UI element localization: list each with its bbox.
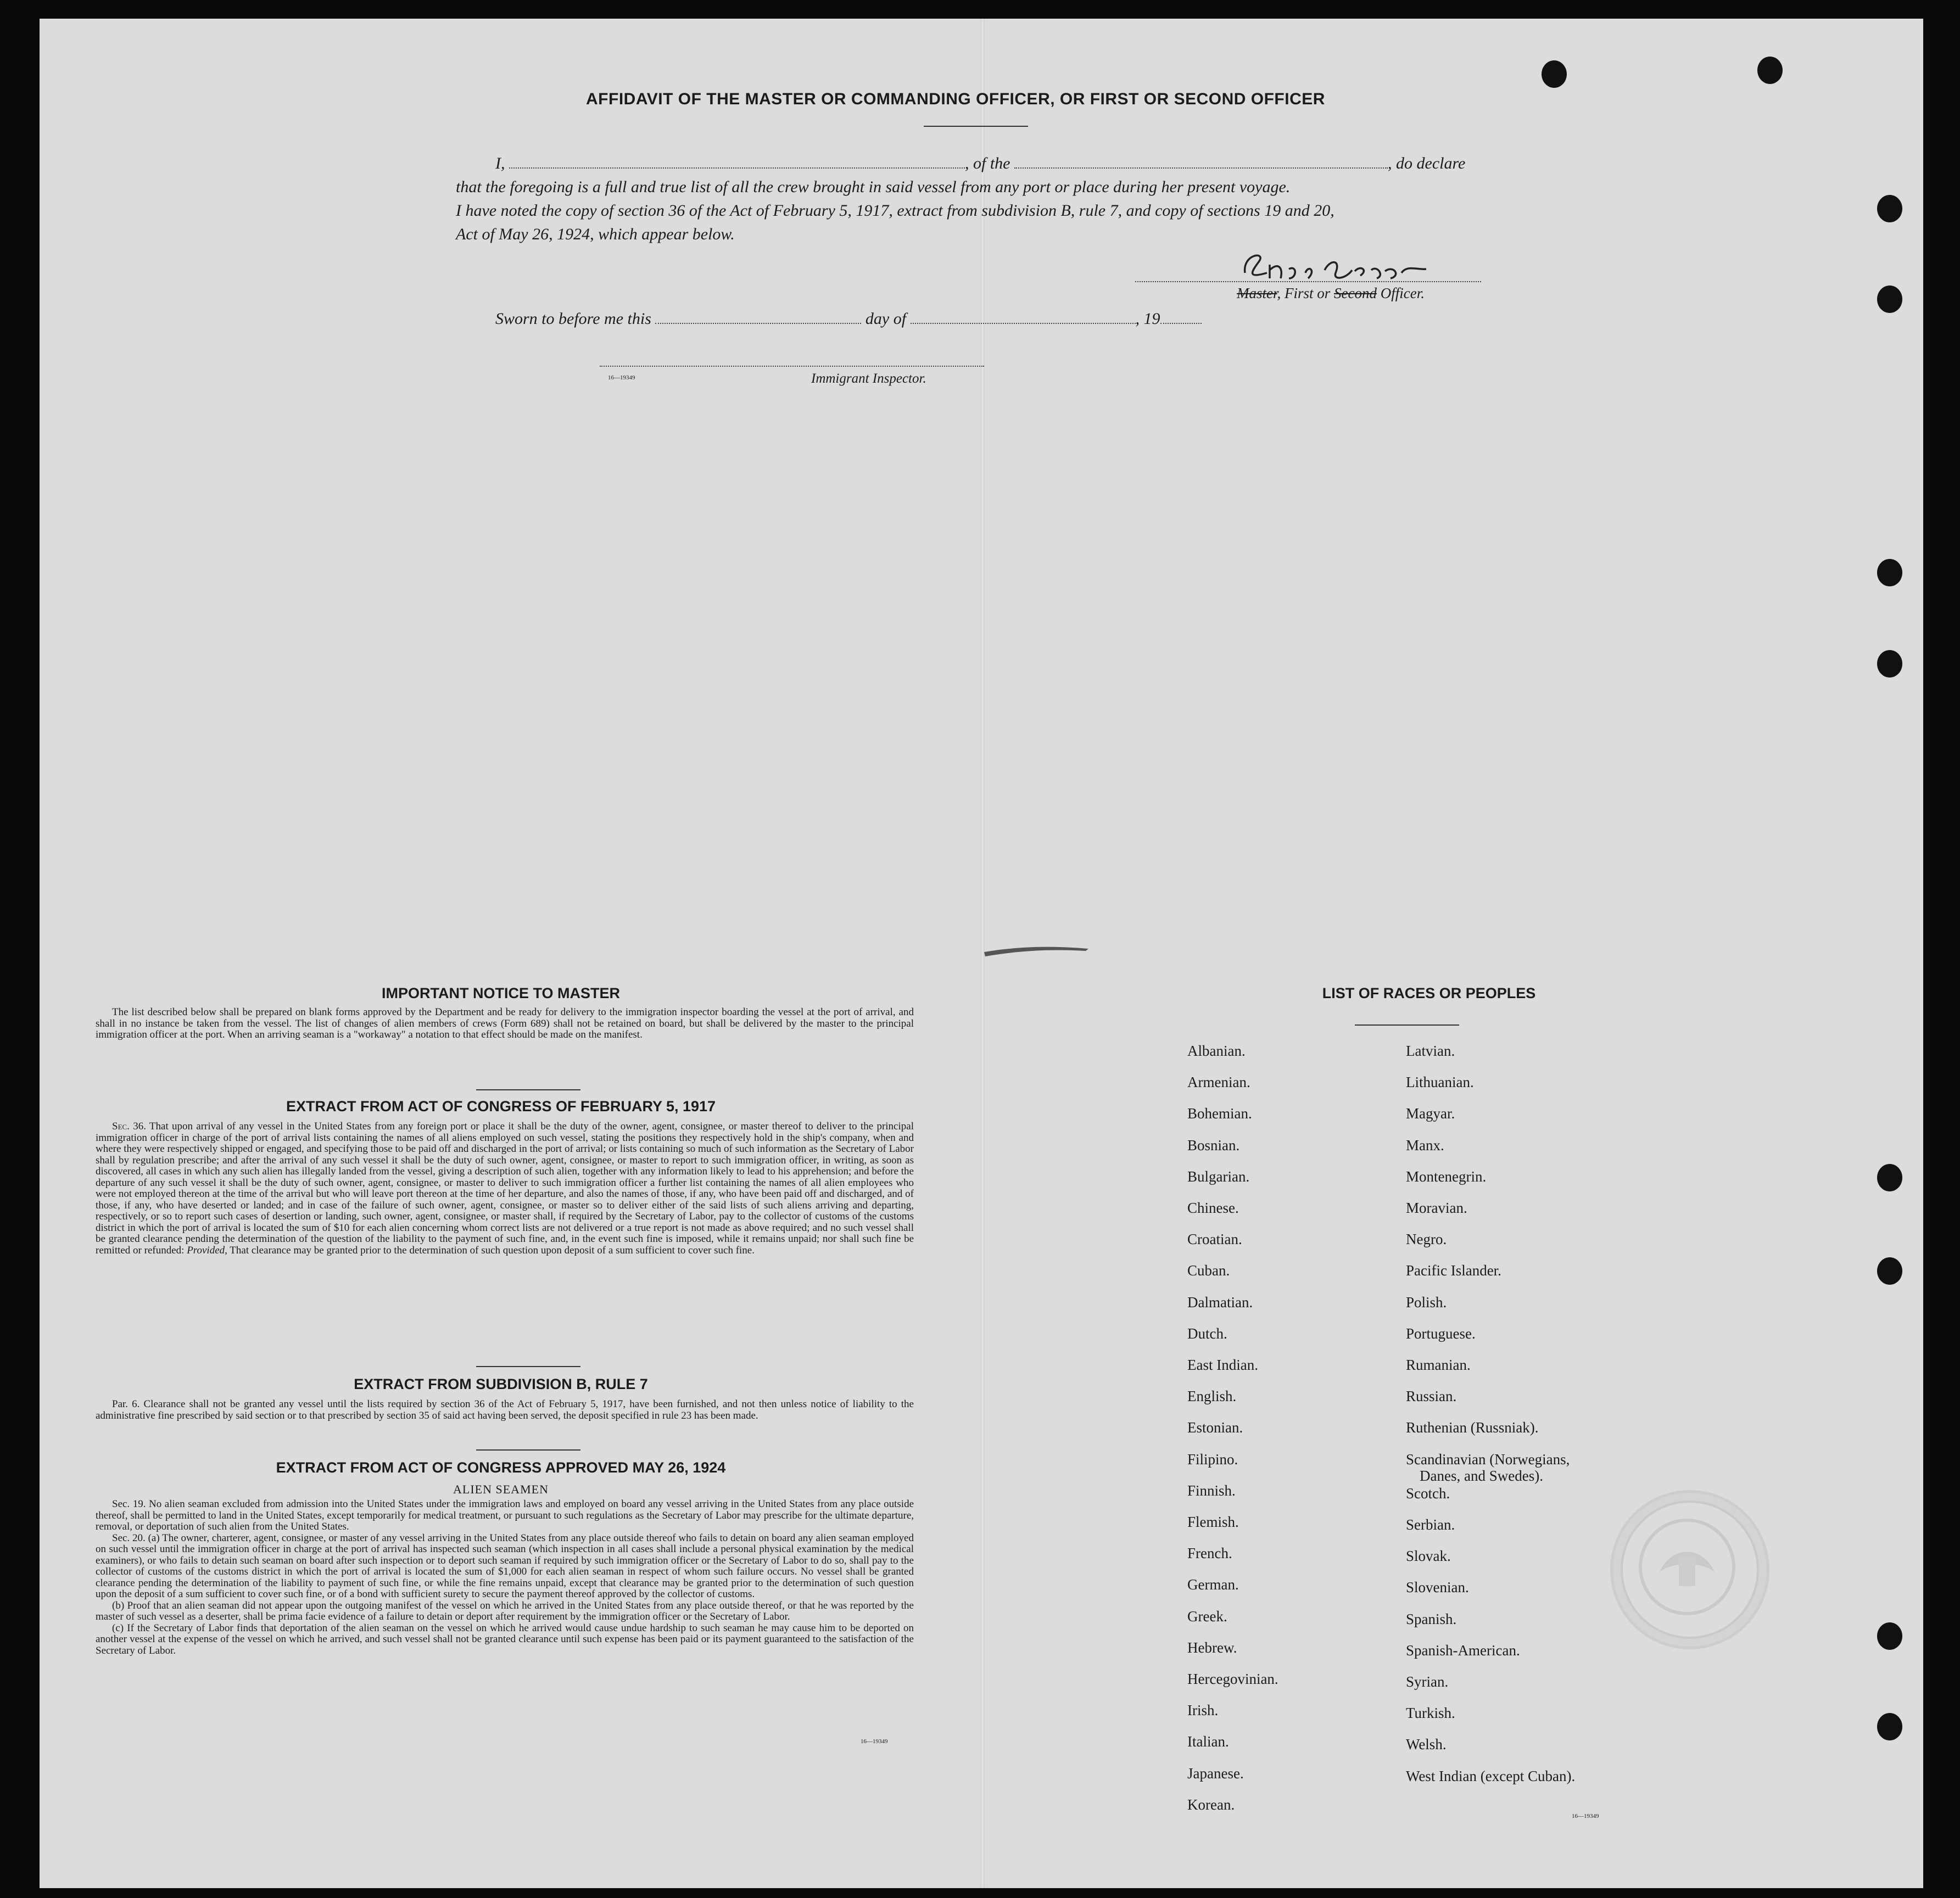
- race-item: Russian.: [1406, 1388, 1457, 1405]
- race-item: Welsh.: [1406, 1736, 1447, 1753]
- race-item: French.: [1187, 1545, 1232, 1562]
- binder-hole: [1877, 650, 1902, 678]
- vessel-blank[interactable]: [1014, 155, 1388, 169]
- alien-seamen-subtitle: ALIEN SEAMEN: [453, 1482, 549, 1496]
- binder-hole: [1877, 1257, 1902, 1285]
- rule7-title: EXTRACT FROM SUBDIVISION B, RULE 7: [354, 1376, 648, 1392]
- ink-smudge: [984, 940, 1094, 962]
- races-form-number: 16—19349: [1572, 1813, 1599, 1819]
- race-item: Scotch.: [1406, 1485, 1450, 1502]
- year-blank[interactable]: [1160, 311, 1202, 324]
- race-item: Filipino.: [1187, 1451, 1238, 1468]
- affidavit-line-4: Act of May 26, 1924, which appear below.: [456, 225, 735, 243]
- notice-paragraph: The list described below shall be prepared on blank forms approved by the Department and be ready for delivery to the immigration inspector boarding the vessel at the port of arrival, and shall in no instance be taken from the vessel. The list of changes of alien members of crews (Form 689) shall not be retained on board, but shall be delivered by the master to the principal immigration officer at the port. When an arriving seaman is a "workaway" a notation to that effect should be made on the manifest.: [96, 1006, 914, 1040]
- sec-20a-paragraph: Sec. 20. (a) The owner, charterer, agent, consignee, or master of any vessel arriving in the United States from any place outside thereof who fails to detain on board any alien seaman employed on such vessel until the immigration officer in charge at the port of arrival has inspected such seaman (which inspection in all cases shall include a personal physical examination by the medical examiners), or who fails to detain such seaman on board after such inspection or to deport such seaman if required by such immigration officer or the Secretary of Labor to do so, shall pay to the collector of customs of the customs district in which the port of arrival is located the sum of $1,000 for each alien seaman in respect of whom such failure occurs. No vessel shall be granted clearance pending the determination of the liability to payment of such fine, or while the fine remains unpaid, except that clearance may be granted prior to the determination of such question upon the deposit of a sum sufficient to cover such fine, or of a bond with sufficient surety to secure the payment thereof approved by the collector of customs.: [96, 1532, 914, 1600]
- race-item: Hercegovinian.: [1187, 1671, 1278, 1687]
- race-item: Estonian.: [1187, 1419, 1243, 1436]
- binder-hole: [1877, 1622, 1902, 1650]
- race-item: Manx.: [1406, 1136, 1444, 1154]
- document-page: ⠀ AFFIDAVIT OF THE MASTER OR COMMANDING OFFICER, OR FIRST OR SECOND OFFICER I, , of the , do declare that the foregoing is a full and true list of all the crew brought in said vessel from any port or place during her present voyage. I have noted the copy of section 36 of the Act of February 5, 1917, extract from subdivision B, rule 7, and copy of sections 19 and 20, Act of May 26, 1924, which appear below. Master, First or Second Officer. Sworn to before me this day of , 19 16—19349 Immigrant Inspector. IMPORTANT NOTICE TO MASTER The list described below shall be prepared on blank forms approved by the Department and be ready for delivery to the immigration inspector boarding the vessel at the port of arrival, and shall in no instance be taken from the vessel. The list of changes of alien members of crews (Form 689) shall not be retained on board, but shall be delivered by the master to the principal immigration officer at the port. When an arriving seaman is a "workaway" a notation to that effect should be made on the manifest. EXTRACT FROM ACT OF CONGRESS OF FEBRUARY 5, 1917 Sec. 36. That upon arrival of any vessel in the United States from any foreign port or place it shall be the duty of the owner, agent, consignee, or master thereof to deliver to the principal immigration officer in charge of the port of arrival lists containing the names of all aliens employed on such vessel, stating the positions they respectively hold in the ship's company, when and where they were respectively shipped or engaged, and specifying those to be paid off and discharged in the port of arrival; or lists containing so much of such information as the Secretary of Labor shall by regulation prescribe; and after the arrival of any such vessel it shall be the duty of such owner, agent, consignee, or master to report to such immigration officer, in writing, as soon as discovered, all cases in which any such alien has illegally landed from the vessel, giving a description of such alien, together with any information likely to lead to his apprehension; and before the departure of any such vessel it shall be the duty of such owner, agent, consignee, or master to deliver to such immigration officer a further list containing the names of all alien employees who were not employed thereon at the time of the arrival but who will leave port thereon at the time of her departure, and also the names of those, if any, who have been paid off and discharged, and of those, if any, who have deserted or landed; and in case of the failure of such owner, agent, consignee, or master so to deliver either of the said lists of such aliens arriving and departing, respectively, or so to report such cases of desertion or landing, such owner, agent, consignee, or master shall, if required by the Secretary of Labor, pay to the collector of customs of the customs district in which the port of arrival is located the sum of $10 for each alien concerning whom correct lists are not delivered or a true report is not made as above required; and no such vessel shall be granted clearance pending the determination of the question of the liability to the payment of such fine, and, in the event such fine is imposed, while it remains unpaid; nor shall such fine be remitted or refunded: Provided, That clearance may be granted prior to the determination of such question upon deposit of a sum sufficient to cover such fine. EXTRACT FROM SUBDIVISION B, RULE 7 Par. 6. Clearance shall not be granted any vessel until the lists required by section 36 of the Act of February 5, 1917, have been furnished, and not then unless notice of liability to the administrative fine prescribed by said section or to that prescribed by section 35 of said act having been served, the deposit specified in rule 23 has been made. EXTRACT FROM ACT OF CONGRESS APPROVED MAY 26, 1924 ALIEN SEAMEN Sec. 19. No alien seaman excluded from admission into the United States under the immigration laws and employed on board any vessel arriving in the United States from any place outside thereof, shall be permitted to land in the United States, except temporarily for medical treatment, or pursuant to such regulations as the Secretary of Labor may prescribe for the ultimate departure, removal, or deportation of such alien from the United States. Sec. 20. (a) The owner, charterer, agent, consignee, or master of any vessel arriving in the United States from any place outside thereof who fails to detain on board any alien seaman employed on such vessel until the immigration officer in charge at the port of arrival has inspected such seaman (which inspection in all cases shall include a personal physical examination by the medical examiners), or who fails to detain such seaman on board after such inspection or to deport such seaman if required by such immigration officer or the Secretary of Labor to do so, shall pay to the collector of customs of the customs district in which the port of arrival is located the sum of $1,000 for each alien seaman in respect of whom such failure occurs. No vessel shall be granted clearance pending the determination of the liability to payment of such fine, or while the fine remains unpaid, except that clearance may be granted prior to the determination of such question upon the deposit of a sum sufficient to cover such fine, or of a bond with sufficient surety to secure the payment thereof approved by the collector of customs. (b) Proof that an alien seaman did not appear upon the outgoing manifest of the vessel on which he arrived in the United States from any place outside thereof, or that he was reported by the master of such vessel as a deserter, shall be prima facie evidence of a failure to detain or deport after requirement by the immigration officer or the Secretary of Labor. (c) If the Secretary of Labor finds that deportation of the alien seaman on the vessel on which he arrived would cause undue hardship to such seaman he may cause him to be deported on another vessel at the expense of the vessel on which he arrived, and such vessel shall not be granted clearance until such expense has been paid or its payment guaranteed to the satisfaction of the Secretary of Labor. 16—19349 LIST OF RACES OR PEOPLES Albanian. Armenian. Bohemian. Bosnian. Bulgarian. Chinese. Croatian. Cuban. Dalmatian. Dutch. East Indian. English. Estonian. Filipino. Finnish. Flemish. French. German. Greek. Hebrew. Hercegovinian. Irish. Italian. Japanese. Korean. Latvian. Lithuanian. Magyar. Manx. Montenegrin. Moravian. Negro. Pacific Islander. Polish. Portuguese. Rumanian. Russian. Ruthenian (Russniak). Scandinavian (Norwegians, Danes, and Swedes). Scotch. Serbian. Slovak. Slovenian. Spanish. Spanish-American. Syrian. Turkish. Welsh. West Indian (except Cuban). 16—19349: [40, 19, 1923, 1888]
- race-item: Greek.: [1187, 1608, 1227, 1625]
- eagle-emblem-icon: [1610, 1490, 1764, 1644]
- binder-hole: [1757, 57, 1783, 84]
- year-label: , 19: [1135, 310, 1160, 328]
- affidavit-line-3: I have noted the copy of section 36 of the Act of February 5, 1917, extract from subdivision B, rule 7, and copy of sections 19 and 20,: [456, 201, 1334, 220]
- race-item: Negro.: [1406, 1231, 1447, 1248]
- race-item: Syrian.: [1406, 1673, 1449, 1690]
- notice-title: IMPORTANT NOTICE TO MASTER: [382, 985, 620, 1001]
- race-item: Japanese.: [1187, 1765, 1244, 1782]
- name-blank[interactable]: [509, 155, 965, 169]
- sec-20c-paragraph: (c) If the Secretary of Labor finds that deportation of the alien seaman on the vessel on which he arrived would cause undue hardship to such seaman he may cause him to be deported on another vessel at the expense of the vessel on which he arrived, and such vessel shall not be granted clearance until such expense has been paid or its payment guaranteed to the satisfaction of the Secretary of Labor.: [96, 1622, 914, 1656]
- notice-divider: [476, 1089, 580, 1090]
- extract-1924-title: EXTRACT FROM ACT OF CONGRESS APPROVED MAY 26, 1924: [276, 1459, 726, 1476]
- race-item: Magyar.: [1406, 1105, 1455, 1122]
- sworn-line: [495, 310, 1202, 328]
- sec-20b-paragraph: (b) Proof that an alien seaman did not appear upon the outgoing manifest of the vessel on which he arrived in the United States from any place outside thereof, or that he was reported by the master of such vessel as a deserter, shall be prima facie evidence of a failure to detain or deport after requirement by the immigration officer or the Secretary of Labor.: [96, 1599, 914, 1622]
- sworn-month-blank[interactable]: [911, 311, 1136, 324]
- embossed-seal: [1610, 1490, 1769, 1649]
- race-item: Spanish.: [1406, 1610, 1457, 1627]
- race-item: Hebrew.: [1187, 1639, 1237, 1656]
- race-item: Moravian.: [1406, 1200, 1467, 1216]
- affidavit-title: AFFIDAVIT OF THE MASTER OR COMMANDING OFFICER, OR FIRST OR SECOND OFFICER: [586, 90, 1325, 108]
- sworn-label: Sworn to before me this: [495, 310, 651, 328]
- race-item: Flemish.: [1187, 1514, 1239, 1530]
- affidavit-line-2: that the foregoing is a full and true list of all the crew brought in said vessel from any port or place during her present voyage.: [456, 178, 1291, 196]
- officer-first: , First or: [1277, 285, 1334, 301]
- affidavit-form-number: 16—19349: [608, 374, 635, 381]
- race-item: Bulgarian.: [1187, 1168, 1250, 1185]
- race-item: Slovenian.: [1406, 1579, 1469, 1596]
- binder-hole: [1877, 1713, 1902, 1740]
- rule7-divider: [476, 1449, 580, 1451]
- affidavit-of-the: , of the: [965, 154, 1010, 172]
- race-item: Danes, and Swedes).: [1420, 1467, 1543, 1484]
- extract-1924-form-number: 16—19349: [861, 1738, 888, 1745]
- races-divider: [1355, 1024, 1459, 1026]
- sec-19-paragraph: Sec. 19. No alien seaman excluded from admission into the United States under the immigration laws and employed on board any vessel arriving in the United States from any place outside thereof, shall be permitted to land in the United States, except temporarily for medical treatment, or pursuant to such regulations as the Secretary of Labor may prescribe for the ultimate departure, removal, or deportation of such alien from the United States.: [96, 1498, 914, 1532]
- officer-second-struck: Second: [1334, 285, 1377, 301]
- rule7-body: [96, 1399, 914, 1421]
- race-item: German.: [1187, 1576, 1239, 1593]
- sworn-day-blank[interactable]: [655, 311, 861, 324]
- race-item: East Indian.: [1187, 1357, 1258, 1373]
- officer-title: [1237, 285, 1425, 302]
- race-item: Finnish.: [1187, 1482, 1236, 1499]
- affidavit-do-declare: , do declare: [1388, 154, 1466, 172]
- inspector-label: Immigrant Inspector.: [811, 371, 926, 386]
- affidavit-divider: [924, 126, 1028, 127]
- day-of-label: day of: [865, 310, 907, 328]
- race-item: Bosnian.: [1187, 1136, 1240, 1154]
- races-title: LIST OF RACES OR PEOPLES: [1322, 985, 1536, 1001]
- officer-suffix: Officer.: [1377, 285, 1425, 301]
- binder-hole: [1542, 60, 1567, 88]
- race-item: West Indian (except Cuban).: [1406, 1767, 1576, 1784]
- affidavit-i: I,: [495, 154, 505, 172]
- sec-36-lead: Sec. 36.: [112, 1121, 146, 1132]
- race-item: Pacific Islander.: [1406, 1262, 1501, 1279]
- race-item: Spanish-American.: [1406, 1642, 1520, 1659]
- race-item: Ruthenian (Russniak).: [1406, 1419, 1539, 1436]
- notice-body: [96, 1007, 914, 1041]
- race-item: Italian.: [1187, 1733, 1229, 1750]
- extract-1917-title: EXTRACT FROM ACT OF CONGRESS OF FEBRUARY 5, 1917: [286, 1098, 716, 1115]
- sec-36-text: That upon arrival of any vessel in the United States from any foreign port or place it shall be the duty of the owner, agent, consignee, or master thereof to deliver to the principal immigration officer in charge of the port of arrival lists containing the names of all aliens employed on such vessel, stating the positions they respectively hold in the ship's company, when and where they were respectively shipped or engaged, and specifying those to be paid off and discharged in the port of arrival; or lists containing so much of such information as the Secretary of Labor shall by regulation prescribe; and after the arrival of any such vessel it shall be the duty of such owner, agent, consignee, or master to report to such immigration officer, in writing, as soon as discovered, all cases in which any such alien has illegally landed from the vessel, giving a description of such alien, together with any information likely to lead to his apprehension; and before the departure of any such vessel it shall be the duty of such owner, agent, consignee, or master to deliver to such immigration officer a further list containing the names of all alien employees who were not employed thereon at the time of the arrival but who will leave port thereon at the time of her departure, and also the names of those, if any, who have been paid off and discharged, and of those, if any, who have deserted or landed; and in case of the failure of such owner, agent, consignee, or master so to deliver either of the said lists of such aliens arriving and departing, respectively, or so to report such cases of desertion or landing, such owner, agent, consignee, or master shall, if required by the Secretary of Labor, pay to the collector of customs of the customs district in which the port of arrival is located the sum of $10 for each alien concerning whom correct lists are not delivered or a true report is not made as above required; and no such vessel shall be granted clearance pending the determination of the question of the liability to the payment of such fine, and, in the event such fine is imposed, while it remains unpaid; nor shall such fine be remitted or refunded:: [96, 1121, 914, 1256]
- race-item: Slovak.: [1406, 1548, 1451, 1565]
- sec-36-end: That clearance may be granted prior to the determination of such question upon deposit of a sum sufficient to cover such fine.: [227, 1244, 755, 1256]
- race-item: Turkish.: [1406, 1705, 1455, 1722]
- race-item: Bohemian.: [1187, 1105, 1252, 1122]
- race-item: Latvian.: [1406, 1043, 1455, 1059]
- race-item: Polish.: [1406, 1294, 1447, 1311]
- binder-hole: [1877, 559, 1902, 586]
- signature-line: [1135, 281, 1481, 282]
- rule7-paragraph: Par. 6. Clearance shall not be granted any vessel until the lists required by section 36 of the Act of February 5, 1917, have been furnished, and not then unless notice of liability to the administrative fine prescribed by said section or to that prescribed by section 35 of said act having been served, the deposit specified in rule 23 has been made.: [96, 1398, 914, 1421]
- sec-36-paragraph: [96, 1121, 914, 1256]
- officer-master-struck: Master: [1237, 285, 1277, 301]
- race-item: Scandinavian (Norwegians,: [1406, 1451, 1570, 1468]
- extract-1917-divider: [476, 1366, 580, 1367]
- race-item: Irish.: [1187, 1702, 1219, 1719]
- race-item: Armenian.: [1187, 1074, 1250, 1091]
- race-item: Korean.: [1187, 1796, 1235, 1813]
- binder-hole: [1877, 285, 1902, 313]
- sec-36-provided: Provided,: [187, 1244, 227, 1256]
- race-item: Chinese.: [1187, 1200, 1239, 1216]
- extract-1924-body: [96, 1499, 914, 1656]
- race-item: Serbian.: [1406, 1516, 1455, 1533]
- race-item: Albanian.: [1187, 1043, 1246, 1059]
- race-item: Lithuanian.: [1406, 1074, 1474, 1091]
- inspector-line: [600, 366, 984, 367]
- race-item: Dutch.: [1187, 1325, 1227, 1342]
- affidavit-line-1: [495, 154, 1465, 173]
- race-item: Montenegrin.: [1406, 1168, 1487, 1185]
- extract-1917-body: [96, 1121, 914, 1256]
- race-item: Croatian.: [1187, 1231, 1242, 1248]
- race-item: Rumanian.: [1406, 1357, 1471, 1373]
- race-item: Portuguese.: [1406, 1325, 1476, 1342]
- binder-hole: [1877, 195, 1902, 222]
- race-item: English.: [1187, 1388, 1237, 1405]
- race-item: Cuban.: [1187, 1262, 1230, 1279]
- race-item: Dalmatian.: [1187, 1294, 1253, 1311]
- binder-hole: [1877, 1164, 1902, 1191]
